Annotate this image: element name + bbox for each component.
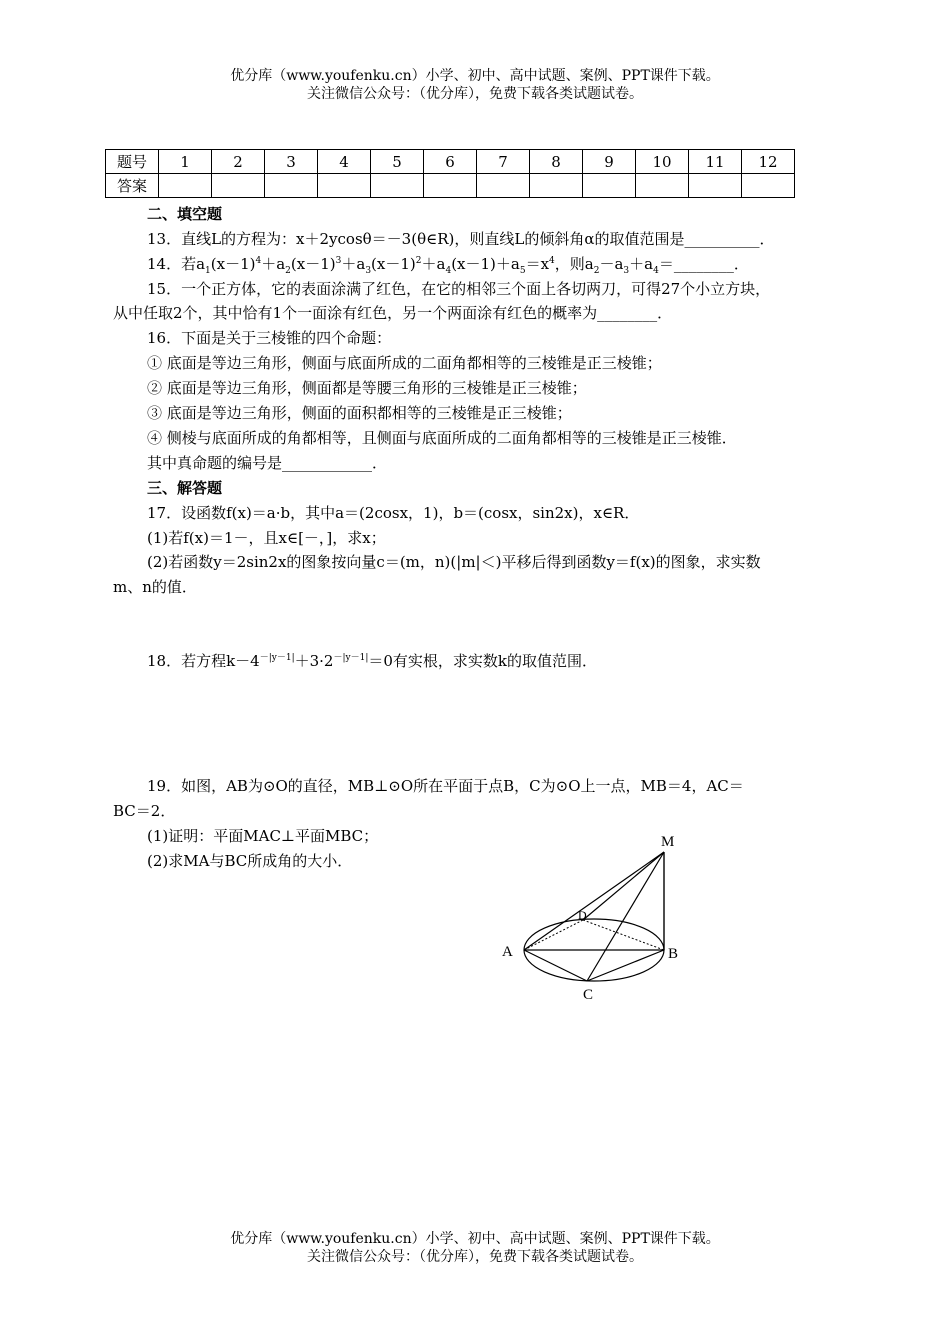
segment-mc: [587, 852, 664, 981]
answer-cell[interactable]: [636, 174, 689, 198]
question-number-cell: 11: [689, 150, 742, 174]
label-c: C: [583, 987, 594, 1003]
footer-line-2: 关注微信公众号：（优分库），免费下载各类试题试卷。: [307, 1249, 643, 1265]
question-19-line-1: 19．如图，AB为⊙O的直径，MB⊥⊙O所在平面于点B，C为⊙O上一点，MB＝4，AC＝: [147, 777, 744, 795]
answer-cell[interactable]: [212, 174, 265, 198]
question-19-part-2: (2)求MA与BC所成角的大小．: [147, 852, 353, 870]
question-number-cell: 4: [318, 150, 371, 174]
question-16-item: ④ 侧棱与底面所成的角都相等，且侧面与底面所成的二面角都相等的三棱锥是正三棱锥．: [147, 429, 737, 447]
answer-cell[interactable]: [689, 174, 742, 198]
question-15-line-2: 从中任取2个，其中恰有1个一面涂有红色，另一个两面涂有红色的概率为________．: [113, 304, 673, 322]
segment-db: [583, 920, 664, 950]
answer-cell[interactable]: [583, 174, 636, 198]
answer-cell[interactable]: [159, 174, 212, 198]
question-17-part-2-line-1: (2)若函数y＝2sin2x的图象按向量c＝(m，n)(|m|＜)平移后得到函数y＝f(x)的图象，求实数: [147, 553, 761, 571]
label-m: M: [661, 834, 675, 850]
section-3-title: 三、解答题: [147, 479, 223, 497]
answer-cell[interactable]: [424, 174, 477, 198]
question-13: 13．直线L的方程为：x＋2ycosθ＝－3(θ∈R)，则直线L的倾斜角α的取值范围是__________．: [147, 230, 775, 248]
question-19-line-2: BC＝2．: [113, 802, 176, 820]
label-d: D: [578, 908, 587, 922]
question-18: 18．若方程$k-4^{-|y-1|}+3\cdot 2^{-|y-1|}=0$有实根，求实数k的取值范围．: [147, 652, 598, 670]
question-15-line-1: 15．一个正方体，它的表面涂满了红色，在它的相邻三个面上各切两刀，可得27个小立方块，: [147, 280, 771, 298]
geometry-figure: [490, 828, 700, 1008]
question-19-part-1: (1)证明：平面MAC⊥平面MBC；: [147, 827, 379, 845]
segment-ma: [524, 852, 664, 950]
question-number-cell: 7: [477, 150, 530, 174]
answer-cell[interactable]: [742, 174, 795, 198]
question-number-cell: 5: [371, 150, 424, 174]
question-14: 14．若$a_1(x-1)^4+a_2(x-1)^3+a_3(x-1)^2+a_4(x-1)+a_5=x^4$，则$a_2-a_3+a_4=\_\_\_\_\_\_\_\_$．: [147, 255, 749, 276]
page-footer: [0, 1230, 950, 1266]
question-16-ask: 其中真命题的编号是____________．: [147, 454, 388, 472]
section-2-title: 二、填空题: [147, 205, 223, 223]
question-16-item: ① 底面是等边三角形，侧面与底面所成的二面角都相等的三棱锥是正三棱锥；: [147, 354, 662, 372]
answer-cell[interactable]: [530, 174, 583, 198]
page-header: [0, 67, 950, 103]
answer-table-answer-row: [106, 174, 795, 198]
question-number-cell: 8: [530, 150, 583, 174]
answer-cell[interactable]: [477, 174, 530, 198]
question-16-item: ② 底面是等边三角形，侧面都是等腰三角形的三棱锥是正三棱锥；: [147, 379, 587, 397]
header-line-2: 关注微信公众号：（优分库），免费下载各类试题试卷。: [307, 86, 643, 102]
answer-label: 答案: [106, 174, 159, 198]
question-17-stem: 17．设函数f(x)＝a·b，其中a＝(2cosx，1)，b＝(cosx，sin2x)，x∈R．: [147, 504, 640, 522]
label-b: B: [668, 946, 679, 962]
question-number-cell: 10: [636, 150, 689, 174]
header-line-1: 优分库（www.youfenku.cn）小学、初中、高中试题、案例、PPT课件下载。: [230, 68, 720, 84]
answer-table-number-row: [106, 150, 795, 174]
question-16-item: ③ 底面是等边三角形，侧面的面积都相等的三棱锥是正三棱锥；: [147, 404, 572, 422]
segment-bc: [587, 950, 664, 981]
answer-cell[interactable]: [371, 174, 424, 198]
question-number-cell: 6: [424, 150, 477, 174]
question-number-cell: 1: [159, 150, 212, 174]
answer-table: [105, 149, 795, 198]
answer-cell[interactable]: [318, 174, 371, 198]
question-16-stem: 16．下面是关于三棱锥的四个命题：: [147, 329, 392, 347]
segment-md: [583, 852, 664, 920]
question-number-cell: 9: [583, 150, 636, 174]
question-number-cell: 2: [212, 150, 265, 174]
label-a: A: [502, 944, 513, 960]
footer-line-1: 优分库（www.youfenku.cn）小学、初中、高中试题、案例、PPT课件下载。: [230, 1231, 720, 1247]
question-17-part-2-line-2: m、n的值．: [113, 578, 197, 596]
question-number-cell: 3: [265, 150, 318, 174]
answer-cell[interactable]: [265, 174, 318, 198]
question-number-cell: 12: [742, 150, 795, 174]
question-number-label: 题号: [106, 150, 159, 174]
question-17-part-1: (1)若f(x)＝1－，且x∈[－，]，求x；: [147, 529, 386, 547]
